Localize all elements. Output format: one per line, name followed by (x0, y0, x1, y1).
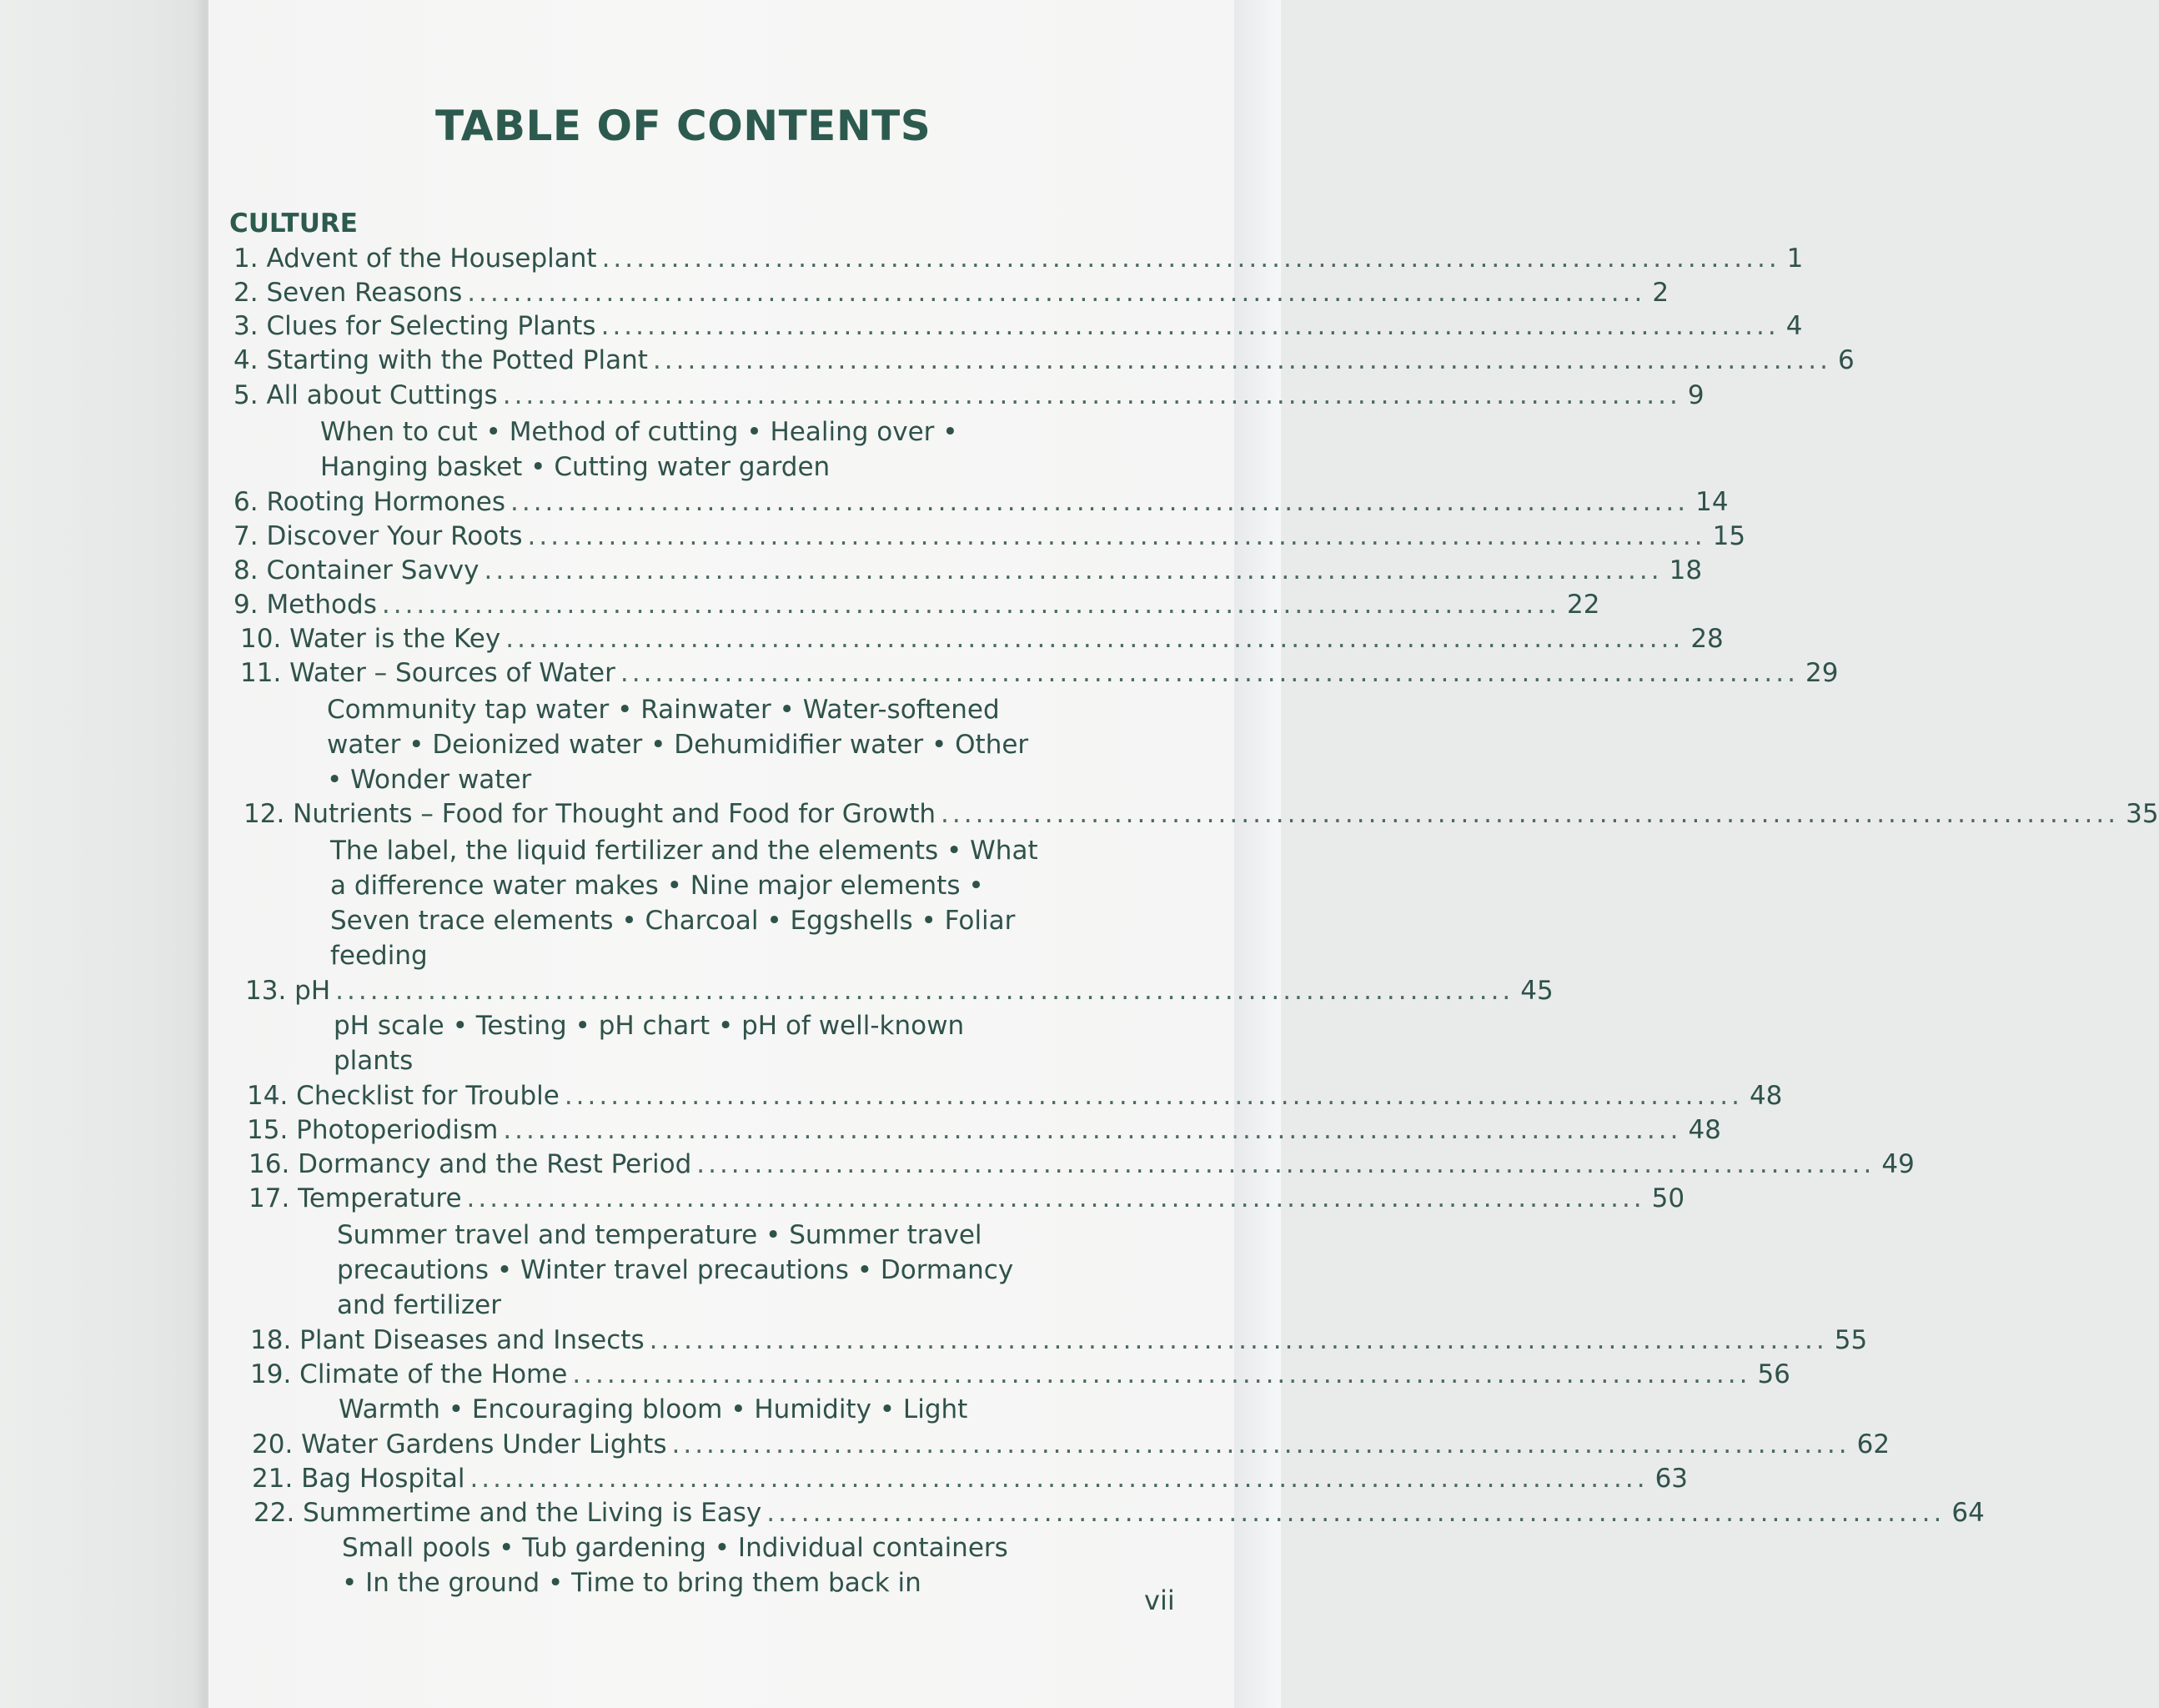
entry-subtopics: Warmth • Encouraging bloom • Humidity • Light (339, 1394, 968, 1424)
section-heading: CULTURE (229, 208, 358, 239)
entry-page: 1 (1786, 244, 1804, 274)
toc-entry (252, 1464, 1689, 1499)
toc-entry (233, 590, 1600, 625)
entry-number: 19. (250, 1359, 292, 1389)
entry-title: Checklist for Trouble (296, 1081, 560, 1111)
dot-leader: ...................................................................................................... (564, 1081, 1743, 1111)
entry-number: 18. (250, 1325, 292, 1355)
dot-leader: ...................................................................................................... (381, 590, 1560, 620)
entry-number: 13. (245, 976, 287, 1006)
entry-number: 6. (233, 487, 259, 517)
toc-entry (233, 244, 1804, 279)
entry-title: Water – Sources of Water (289, 658, 615, 688)
entry-number: 8. (233, 555, 259, 585)
toc-entry (250, 1359, 1790, 1394)
entry-subtopics: The label, the liquid fertilizer and the elements • What (330, 836, 1038, 866)
toc-entry (233, 555, 1703, 590)
entry-page: 14 (1695, 487, 1729, 517)
entry-page: 22 (1566, 590, 1600, 620)
entry-page: 35 (2126, 799, 2159, 829)
toc-entry (249, 1183, 1685, 1218)
toc-entry (233, 487, 1729, 522)
entry-number: 3. (233, 311, 259, 341)
entry-number: 9. (233, 590, 259, 620)
toc-entry (247, 1115, 1721, 1150)
entry-page: 56 (1757, 1359, 1790, 1389)
entry-number: 15. (247, 1115, 289, 1145)
dot-leader: ...................................................................................................... (335, 976, 1514, 1006)
entry-title: Container Savvy (266, 555, 479, 585)
entry-subtopics: Hanging basket • Cutting water garden (320, 452, 831, 482)
entry-title: Bag Hospital (301, 1464, 465, 1494)
toc-entry (233, 345, 1855, 380)
dot-leader: ...................................................................................................... (696, 1149, 1875, 1179)
entry-number: 10. (240, 624, 282, 654)
entry-title: Climate of the Home (299, 1359, 568, 1389)
toc-entry (254, 1498, 1985, 1533)
entry-subtopics: • Wonder water (327, 765, 532, 795)
entry-page: 55 (1834, 1325, 1868, 1355)
page-title: TABLE OF CONTENTS (435, 102, 931, 150)
toc-entry (240, 624, 1724, 659)
toc-entry (233, 278, 1669, 313)
entry-number: 11. (240, 658, 282, 688)
dot-leader: ...................................................................................................... (649, 1325, 1828, 1355)
entry-title: Methods (266, 590, 377, 620)
entry-number: 21. (252, 1464, 294, 1494)
entry-page: 15 (1712, 521, 1746, 551)
entry-subtopics: Community tap water • Rainwater • Water-softened (327, 695, 1000, 725)
entry-subtopics: • In the ground • Time to bring them back in (342, 1568, 921, 1598)
dot-leader: ...................................................................................................... (941, 799, 2120, 829)
toc-entry (233, 311, 1803, 346)
page-number: vii (1144, 1585, 1175, 1616)
dot-leader: ...................................................................................................... (505, 624, 1685, 654)
entry-page: 4 (1785, 311, 1803, 341)
entry-number: 2. (233, 278, 259, 308)
toc-entry (244, 799, 2159, 834)
dot-leader: ...................................................................................................... (510, 487, 1690, 517)
entry-page: 48 (1688, 1115, 1721, 1145)
dot-leader: ...................................................................................................... (467, 278, 1646, 308)
dot-leader: ...................................................................................................... (600, 311, 1780, 341)
entry-subtopics: a difference water makes • Nine major elements • (330, 871, 984, 901)
entry-subtopics: water • Deionized water • Dehumidifier water • Other (327, 730, 1029, 760)
entry-subtopics: Small pools • Tub gardening • Individual containers (342, 1533, 1008, 1563)
entry-title: Clues for Selecting Plants (266, 311, 596, 341)
entry-number: 20. (252, 1429, 294, 1459)
entry-title: Summertime and the Living is Easy (303, 1498, 762, 1528)
dot-leader: ...................................................................................................... (766, 1498, 1946, 1528)
entry-title: Plant Diseases and Insects (299, 1325, 645, 1355)
dot-leader: ...................................................................................................... (466, 1183, 1645, 1213)
toc-entry (233, 380, 1705, 415)
entry-page: 62 (1856, 1429, 1890, 1459)
dot-leader: ...................................................................................................... (484, 555, 1663, 585)
toc-entry (249, 1149, 1915, 1184)
entry-page: 48 (1749, 1081, 1783, 1111)
entry-subtopics: and fertilizer (337, 1290, 501, 1320)
entry-page: 18 (1669, 555, 1703, 585)
entry-subtopics: feeding (330, 941, 428, 971)
toc-entry (250, 1325, 1868, 1360)
facing-page (0, 0, 208, 1708)
toc-entry (233, 521, 1746, 556)
dot-leader: ...................................................................................................... (652, 345, 1831, 375)
entry-page: 64 (1951, 1498, 1985, 1528)
toc-entry (252, 1429, 1890, 1464)
entry-number: 12. (244, 799, 285, 829)
entry-number: 7. (233, 521, 259, 551)
entry-title: Photoperiodism (296, 1115, 499, 1145)
dot-leader: ...................................................................................................... (572, 1359, 1751, 1389)
dot-leader: ...................................................................................................... (601, 244, 1780, 274)
entry-page: 45 (1520, 976, 1554, 1006)
entry-page: 6 (1838, 345, 1855, 375)
entry-number: 4. (233, 345, 259, 375)
entry-subtopics: precautions • Winter travel precautions • Dormancy (337, 1255, 1014, 1285)
entry-page: 28 (1690, 624, 1724, 654)
dot-leader: ...................................................................................................... (527, 521, 1706, 551)
dot-leader: ...................................................................................................... (469, 1464, 1649, 1494)
dot-leader: ...................................................................................................... (503, 1115, 1682, 1145)
entry-title: Rooting Hormones (266, 487, 505, 517)
entry-title: Water Gardens Under Lights (301, 1429, 667, 1459)
entry-page: 29 (1805, 658, 1839, 688)
entry-title: Starting with the Potted Plant (266, 345, 648, 375)
entry-title: Temperature (298, 1183, 462, 1213)
dot-leader: ...................................................................................................... (502, 380, 1681, 410)
entry-title: All about Cuttings (266, 380, 498, 410)
entry-subtopics: Summer travel and temperature • Summer travel (337, 1220, 982, 1250)
entry-title: Water is the Key (289, 624, 501, 654)
entry-number: 22. (254, 1498, 295, 1528)
entry-number: 1. (233, 244, 259, 274)
toc-entry (247, 1081, 1783, 1116)
entry-number: 5. (233, 380, 259, 410)
entry-title: pH (294, 976, 331, 1006)
entry-number: 17. (249, 1183, 290, 1213)
entry-title: Discover Your Roots (266, 521, 523, 551)
toc-entry (245, 976, 1554, 1011)
entry-page: 50 (1651, 1183, 1685, 1213)
entry-title: Dormancy and the Rest Period (298, 1149, 692, 1179)
entry-subtopics: pH scale • Testing • pH chart • pH of well-known (334, 1011, 965, 1041)
entry-number: 16. (249, 1149, 290, 1179)
entry-page: 63 (1654, 1464, 1689, 1494)
entry-subtopics: When to cut • Method of cutting • Healing over • (320, 417, 958, 447)
entry-title: Nutrients – Food for Thought and Food for Growth (293, 799, 936, 829)
entry-page: 9 (1687, 380, 1705, 410)
entry-subtopics: Seven trace elements • Charcoal • Eggshells • Foliar (330, 906, 1016, 936)
entry-title: Advent of the Houseplant (266, 244, 597, 274)
entry-subtopics: plants (334, 1046, 414, 1076)
entry-number: 14. (247, 1081, 289, 1111)
entry-page: 2 (1652, 278, 1669, 308)
dot-leader: ...................................................................................................... (620, 658, 1799, 688)
toc-entry (240, 658, 1839, 693)
entry-page: 49 (1881, 1149, 1915, 1179)
entry-title: Seven Reasons (266, 278, 463, 308)
dot-leader: ...................................................................................................... (671, 1429, 1850, 1459)
